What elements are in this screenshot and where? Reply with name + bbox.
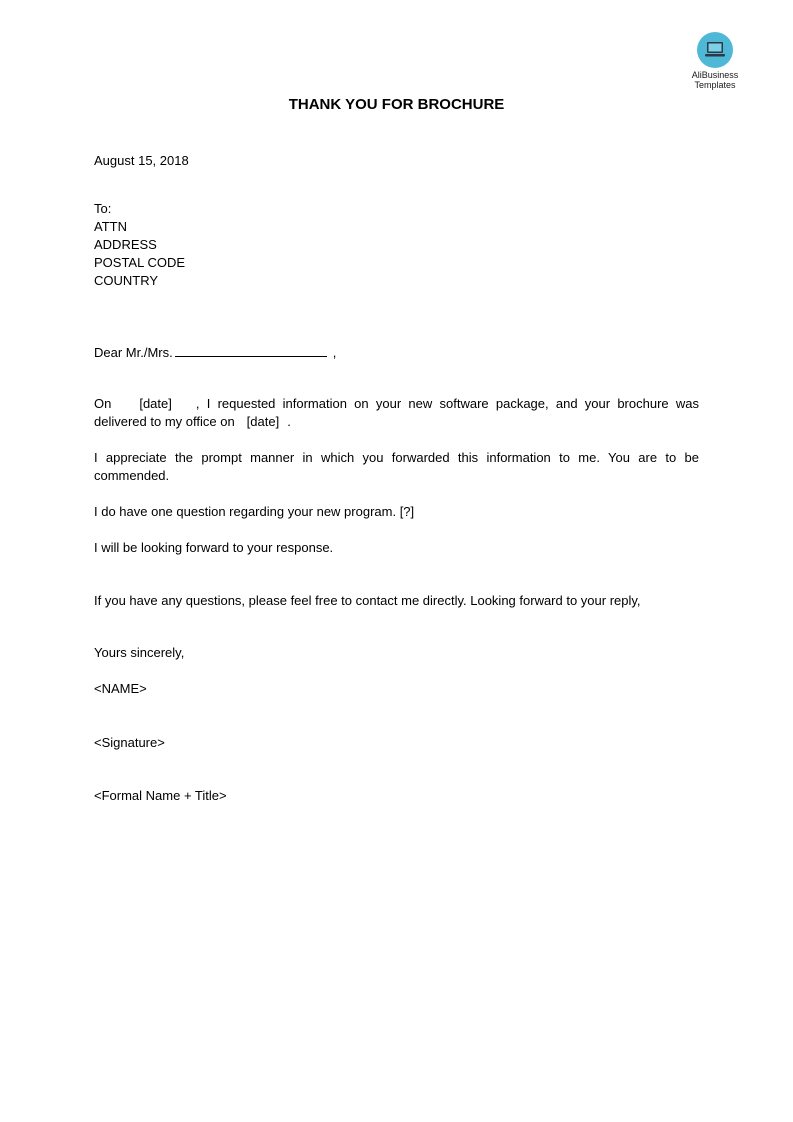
valediction: Yours sincerely, — [94, 645, 185, 660]
document-title: THANK YOU FOR BROCHURE — [288, 96, 505, 113]
sender-formal-name-title: <Formal Name + Title> — [94, 788, 227, 803]
logo-text-line2: Templates — [694, 80, 736, 90]
paragraph-request — [94, 395, 699, 431]
logo-text-line1: AliBusiness — [691, 70, 739, 80]
salutation-prefix: Dear Mr./Mrs. — [94, 345, 173, 360]
brand-logo — [686, 32, 744, 90]
recipient-to: To: — [94, 201, 112, 216]
paragraph-contact: If you have any questions, please feel free to contact me directly. Looking forward to your reply, — [94, 593, 641, 608]
sender-signature: <Signature> — [94, 735, 165, 750]
laptop-icon — [697, 32, 733, 68]
recipient-attn: ATTN — [94, 219, 127, 234]
recipient-address: ADDRESS — [94, 237, 157, 252]
salutation — [94, 344, 336, 362]
date-placeholder-2: [date] — [246, 414, 280, 429]
sender-name: <NAME> — [94, 681, 147, 696]
recipient-name-blank — [175, 344, 327, 357]
recipient-country: COUNTRY — [94, 273, 159, 288]
p1-middle-text: , I requested information on your new software package, and your brochure was delivered to my office on — [94, 396, 699, 429]
letter-date: August 15, 2018 — [94, 153, 189, 168]
paragraph-appreciation: I appreciate the prompt manner in which you forwarded this information to me. You are to be commended. — [94, 450, 699, 483]
recipient-postal-code: POSTAL CODE — [94, 255, 186, 270]
date-placeholder-1: [date] — [139, 396, 172, 411]
paragraph-looking-forward: I will be looking forward to your response. — [94, 540, 334, 555]
salutation-suffix: , — [332, 345, 337, 360]
paragraph-question: I do have one question regarding your new program. [?] — [94, 504, 415, 519]
p1-on: On — [94, 396, 112, 411]
p1-end: . — [287, 414, 291, 429]
